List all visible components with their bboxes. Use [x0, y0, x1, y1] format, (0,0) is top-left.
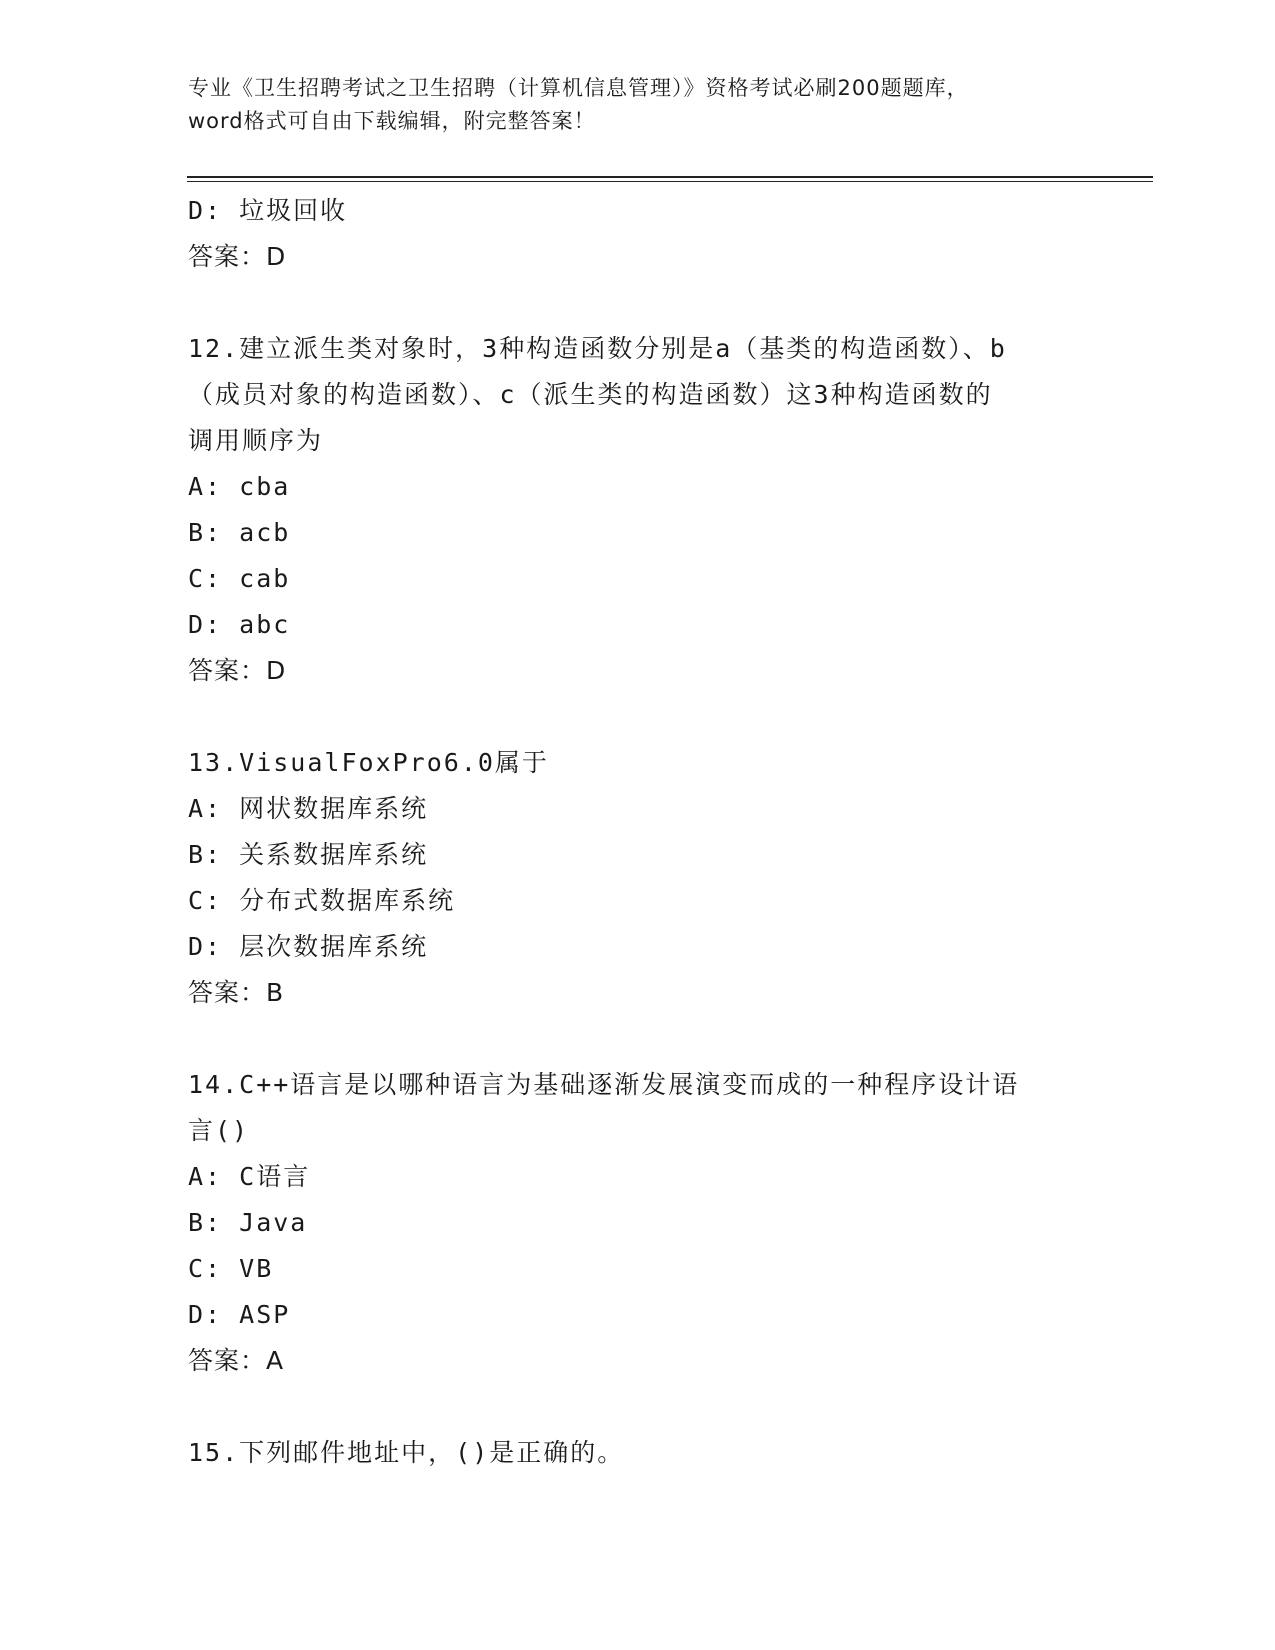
question-list: [188, 188, 1088, 1476]
question-14: [188, 1062, 1088, 1384]
option-b: B: 关系数据库系统: [188, 840, 429, 869]
option-a: A: 网状数据库系统: [188, 794, 429, 823]
answer-line: 答案：D: [188, 242, 287, 271]
question-stem: 12.建立派生类对象时，3种构造函数分别是a（基类的构造函数）、b: [188, 334, 1007, 363]
header-divider-thin: [187, 181, 1153, 182]
option-d: D: 垃圾回收: [188, 196, 348, 225]
question-12: [188, 326, 1088, 694]
answer-line: 答案：D: [188, 656, 287, 685]
header-divider: [187, 176, 1153, 178]
answer-line: 答案：A: [188, 1346, 285, 1375]
option-d: D: 层次数据库系统: [188, 932, 429, 961]
question-stem: 言(): [188, 1116, 250, 1145]
option-c: C: VB: [188, 1254, 274, 1283]
option-d: D: ASP: [188, 1300, 291, 1329]
option-a: A: cba: [188, 472, 291, 501]
option-c: C: 分布式数据库系统: [188, 886, 456, 915]
question-13: [188, 740, 1088, 1016]
option-a: A: C语言: [188, 1162, 311, 1191]
header-title-line-1: 专业《卫生招聘考试之卫生招聘（计算机信息管理）》资格考试必刷200题题库，: [188, 76, 969, 100]
option-c: C: cab: [188, 564, 291, 593]
question-stem: 15.下列邮件地址中，()是正确的。: [188, 1438, 625, 1467]
header-title-line-2: word格式可自由下载编辑，附完整答案！: [188, 109, 596, 133]
document-header: [188, 72, 1088, 138]
option-b: B: Java: [188, 1208, 308, 1237]
question-stem: 14.C++语言是以哪种语言为基础逐渐发展演变而成的一种程序设计语: [188, 1070, 1020, 1099]
option-b: B: acb: [188, 518, 291, 547]
question-stem: 调用顺序为: [188, 426, 324, 455]
question-stem: 13.VisualFoxPro6.0属于: [188, 748, 549, 777]
option-d: D: abc: [188, 610, 291, 639]
question-15: [188, 1430, 1088, 1476]
question-stem: （成员对象的构造函数）、c（派生类的构造函数）这3种构造函数的: [188, 380, 993, 409]
answer-line: 答案：B: [188, 978, 285, 1007]
question-11-tail: [188, 188, 1088, 280]
